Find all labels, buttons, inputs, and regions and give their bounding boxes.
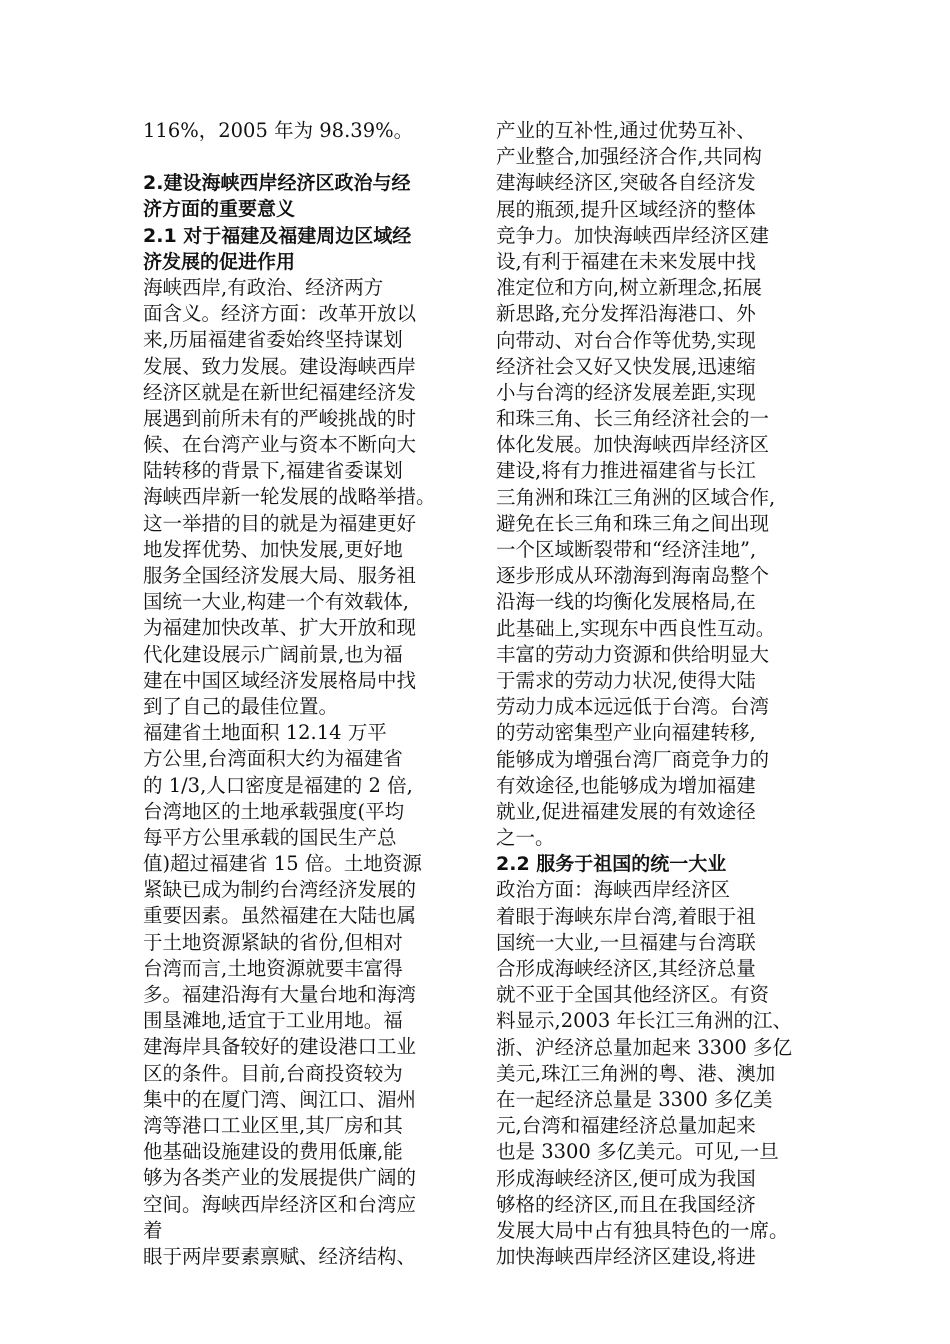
text-line: 发展、致力发展。建设海峡西岸 xyxy=(143,354,417,378)
text-line: 政治方面：海峡西岸经济区 xyxy=(496,878,731,902)
text-line: 眼于两岸要素禀赋、经济结构、 xyxy=(143,1244,417,1268)
text-line: 美元,珠江三角洲的粤、港、澳加 xyxy=(496,1061,776,1085)
text-line: 海峡西岸新一轮发展的战略举措。 xyxy=(143,485,436,509)
text-line: 向带动、对台合作等优势,实现 xyxy=(496,328,756,352)
text-line: 此基础上,实现东中西良性互动。 xyxy=(496,616,776,640)
text-line: 湾等港口工业区里,其厂房和其 xyxy=(143,1113,403,1137)
text-line: 围垦滩地,适宜于工业用地。福 xyxy=(143,1009,403,1033)
text-line: 沿海一线的均衡化发展格局,在 xyxy=(496,590,756,614)
text-line: 他基础设施建设的费用低廉,能 xyxy=(143,1140,403,1164)
text-line: 够为各类产业的发展提供广阔的 xyxy=(143,1166,417,1190)
section-2-heading xyxy=(143,170,459,222)
text-line: 就业,促进福建发展的有效途径 xyxy=(496,799,756,823)
text-line: 三角洲和珠江三角洲的区域合作, xyxy=(496,485,776,509)
text-line: 丰富的劳动力资源和供给明显大 xyxy=(496,642,770,666)
paragraph-land-area xyxy=(143,720,459,1270)
text-line: 地发挥优势、加快发展,更好地 xyxy=(143,537,403,561)
text-line: 济方面的重要意义 xyxy=(143,198,296,221)
section-2-1-heading xyxy=(143,223,459,275)
text-line: 之一。 xyxy=(496,826,555,850)
text-line: 浙、沪经济总量加起来 3300 多亿 xyxy=(496,1035,793,1059)
text-line: 台湾而言,土地资源就要丰富得 xyxy=(143,956,403,980)
text-line: 福建省土地面积 12.14 万平 xyxy=(143,721,387,745)
text-line: 值)超过福建省 15 倍。土地资源 xyxy=(143,852,422,876)
text-line: 建海岸具备较好的建设港口工业 xyxy=(143,1035,417,1059)
text-line: 和珠三角、长三角经济社会的一 xyxy=(496,407,770,431)
text-line: 建在中国区域经济发展格局中找 xyxy=(143,668,417,692)
text-line: 元,台湾和福建经济总量加起来 xyxy=(496,1114,756,1138)
text-line: 紧缺已成为制约台湾经济发展的 xyxy=(143,878,417,902)
text-line: 加快海峡西岸经济区建设,将进 xyxy=(496,1245,756,1269)
left-column xyxy=(143,118,459,1270)
text-line: 每平方公里承载的国民生产总 xyxy=(143,825,397,849)
text-line: 于需求的劳动力状况,使得大陆 xyxy=(496,668,756,692)
text-line: 2.1 对于福建及福建周边区域经 xyxy=(143,224,412,247)
text-line: 116%，2005 年为 98.39%。 xyxy=(143,119,414,142)
text-line: 设,有利于福建在未来发展中找 xyxy=(496,249,756,273)
text-line: 方公里,台湾面积大约为福建省 xyxy=(143,747,403,771)
text-line: 新思路,充分发挥沿海港口、外 xyxy=(496,302,756,326)
text-line: 经济社会又好又快发展,迅速缩 xyxy=(496,354,756,378)
text-line: 集中的在厦门湾、闽江口、湄州 xyxy=(143,1087,417,1111)
text-line: 劳动力成本远远低于台湾。台湾 xyxy=(496,695,770,719)
text-line: 国统一大业,构建一个有效载体, xyxy=(143,590,409,614)
paragraph-political-aspect xyxy=(496,877,812,1270)
text-line: 陆转移的背景下,福建省委谋划 xyxy=(143,459,403,483)
text-line: 产业的互补性,通过优势互补、 xyxy=(496,119,756,142)
text-line: 形成海峡经济区,便可成为我国 xyxy=(496,1166,756,1190)
text-line: 避免在长三角和珠三角之间出现 xyxy=(496,511,770,535)
text-line: 能够成为增强台湾厂商竞争力的 xyxy=(496,747,770,771)
text-line: 2.建设海峡西岸经济区政治与经 xyxy=(143,172,411,195)
text-line: 来,历届福建省委始终坚持谋划 xyxy=(143,328,403,352)
right-column xyxy=(496,118,812,1270)
text-line: 于土地资源紧缺的省份,但相对 xyxy=(143,930,403,954)
text-line: 服务全国经济发展大局、服务祖 xyxy=(143,564,417,587)
text-line: 的劳动密集型产业向福建转移, xyxy=(496,721,756,745)
text-line: 展的瓶颈,提升区域经济的整体 xyxy=(496,197,756,221)
text-line: 逐步形成从环渤海到海南岛整个 xyxy=(496,564,770,588)
text-line: 料显示,2003 年长江三角洲的江、 xyxy=(496,1009,793,1033)
text-line: 够格的经济区,而且在我国经济 xyxy=(496,1192,756,1216)
paragraph-economic-aspect xyxy=(143,275,459,720)
text-line: 面含义。经济方面：改革开放以 xyxy=(143,302,417,326)
text-line: 重要因素。虽然福建在大陆也属 xyxy=(143,904,417,928)
text-line: 着 xyxy=(143,1218,163,1242)
text-line: 建设,将有力推进福建省与长江 xyxy=(496,459,756,483)
text-line: 建海峡经济区,突破各自经济发 xyxy=(496,171,756,195)
text-line: 产业整合,加强经济合作,共同构 xyxy=(496,145,762,169)
text-line: 经济区就是在新世纪福建经济发 xyxy=(143,380,417,404)
text-line: 准定位和方向,树立新理念,拓展 xyxy=(496,276,762,300)
text-line: 到了自己的最佳位置。 xyxy=(143,694,339,718)
text-line: 竞争力。加快海峡西岸经济区建 xyxy=(496,223,770,247)
text-line: 着眼于海峡东岸台湾,着眼于祖 xyxy=(496,904,756,928)
text-line: 一个区域断裂带和“经济洼地”, xyxy=(496,538,757,561)
text-line: 的 1/3,人口密度是福建的 2 倍, xyxy=(143,773,413,797)
text-line: 2.2 服务于祖国的统一大业 xyxy=(496,853,727,876)
text-line: 也是 3300 多亿美元。可见,一旦 xyxy=(496,1140,779,1164)
text-line: 体化发展。加快海峡西岸经济区 xyxy=(496,433,770,457)
text-line: 合形成海峡经济区,其经济总量 xyxy=(496,957,756,980)
paragraph-complementarity xyxy=(496,118,812,851)
text-line: 区的条件。目前,台商投资较为 xyxy=(143,1061,403,1085)
intro-text xyxy=(143,118,459,144)
text-line: 多。福建沿海有大量台地和海湾 xyxy=(143,983,417,1006)
text-line: 展遇到前所未有的严峻挑战的时 xyxy=(143,406,417,430)
section-2-2-heading xyxy=(496,851,812,877)
text-line: 就不亚于全国其他经济区。有资 xyxy=(496,983,770,1007)
text-line: 这一举措的目的就是为福建更好 xyxy=(143,511,417,535)
text-line: 济发展的促进作用 xyxy=(143,250,296,273)
text-line: 小与台湾的经济发展差距,实现 xyxy=(496,380,756,404)
text-line: 候、在台湾产业与资本不断向大 xyxy=(143,433,417,457)
text-line: 为福建加快改革、扩大开放和现 xyxy=(143,616,417,640)
text-line: 海峡西岸,有政治、经济两方 xyxy=(143,275,384,299)
text-line: 在一起经济总量是 3300 多亿美 xyxy=(496,1087,773,1111)
text-line: 国统一大业,一旦福建与台湾联 xyxy=(496,930,756,954)
text-line: 有效途径,也能够成为增加福建 xyxy=(496,773,756,797)
text-line: 代化建设展示广阔前景,也为福 xyxy=(143,642,403,666)
text-line: 空间。海峡西岸经济区和台湾应 xyxy=(143,1192,417,1216)
text-line: 台湾地区的土地承载强度(平均 xyxy=(143,799,405,823)
text-line: 发展大局中占有独具特色的一席。 xyxy=(496,1218,789,1242)
